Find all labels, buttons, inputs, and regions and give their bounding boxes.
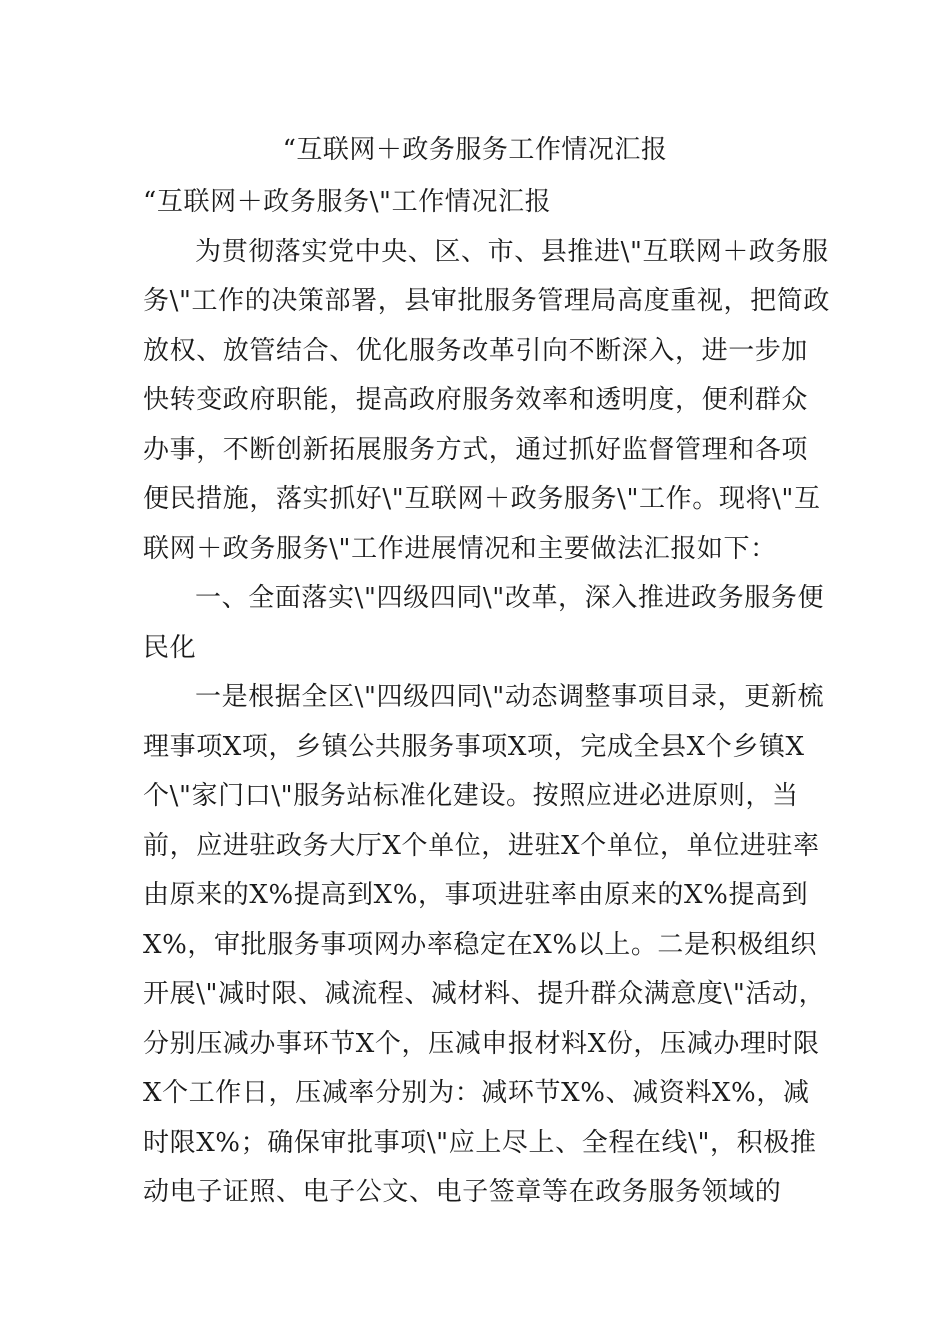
document-title: “互联网＋政务服务工作情况汇报 (282, 135, 668, 165)
paragraph-section-1: 一是根据全区\"四级四同\"动态调整事项目录，更新梳理事项X项，乡镇公共服务事项X项，完成全县X个乡镇X个\"家门口\"服务站标准化建设。按照应进必进原则，当前，应进驻政务大厅X个单位，进驻X个单位，单位进驻率由原来的X%提高到X%，事项进驻率由原来的X%提高到X%，审批服务事项网办率稳定在X%以上。二是积极组织开展\"减时限、减流程、减材料、提升群众满意度\"活动，分别压减办事环节X个，压减申报材料X份，压减办理时限X个工作日，压减率分别为：减环节X%、减资料X%，减时限X%；确保审批事项\"应上尽上、全程在线\"，积极推动电子证照、电子公文、电子签章等在政务服务领域的 (143, 682, 826, 1207)
document-subtitle: “互联网＋政务服务\"工作情况汇报 (143, 187, 552, 217)
section-heading-1: 一、全面落实\"四级四同\"改革，深入推进政务服务便民化 (143, 583, 825, 663)
paragraph-intro: 为贯彻落实党中央、区、市、县推进\"互联网＋政务服务\"工作的决策部署，县审批服务管理局高度重视，把简政放权、放管结合、优化服务改革引向不断深入，进一步加快转变政府职能，提高政府服务效率和透明度，便利群众办事，不断创新拓展服务方式，通过抓好监督管理和各项便民措施，落实抓好\"互联网＋政务服务\"工作。现将\"互联网＋政务服务\"工作进展情况和主要做法汇报如下： (143, 236, 830, 564)
document-body (143, 178, 831, 1218)
